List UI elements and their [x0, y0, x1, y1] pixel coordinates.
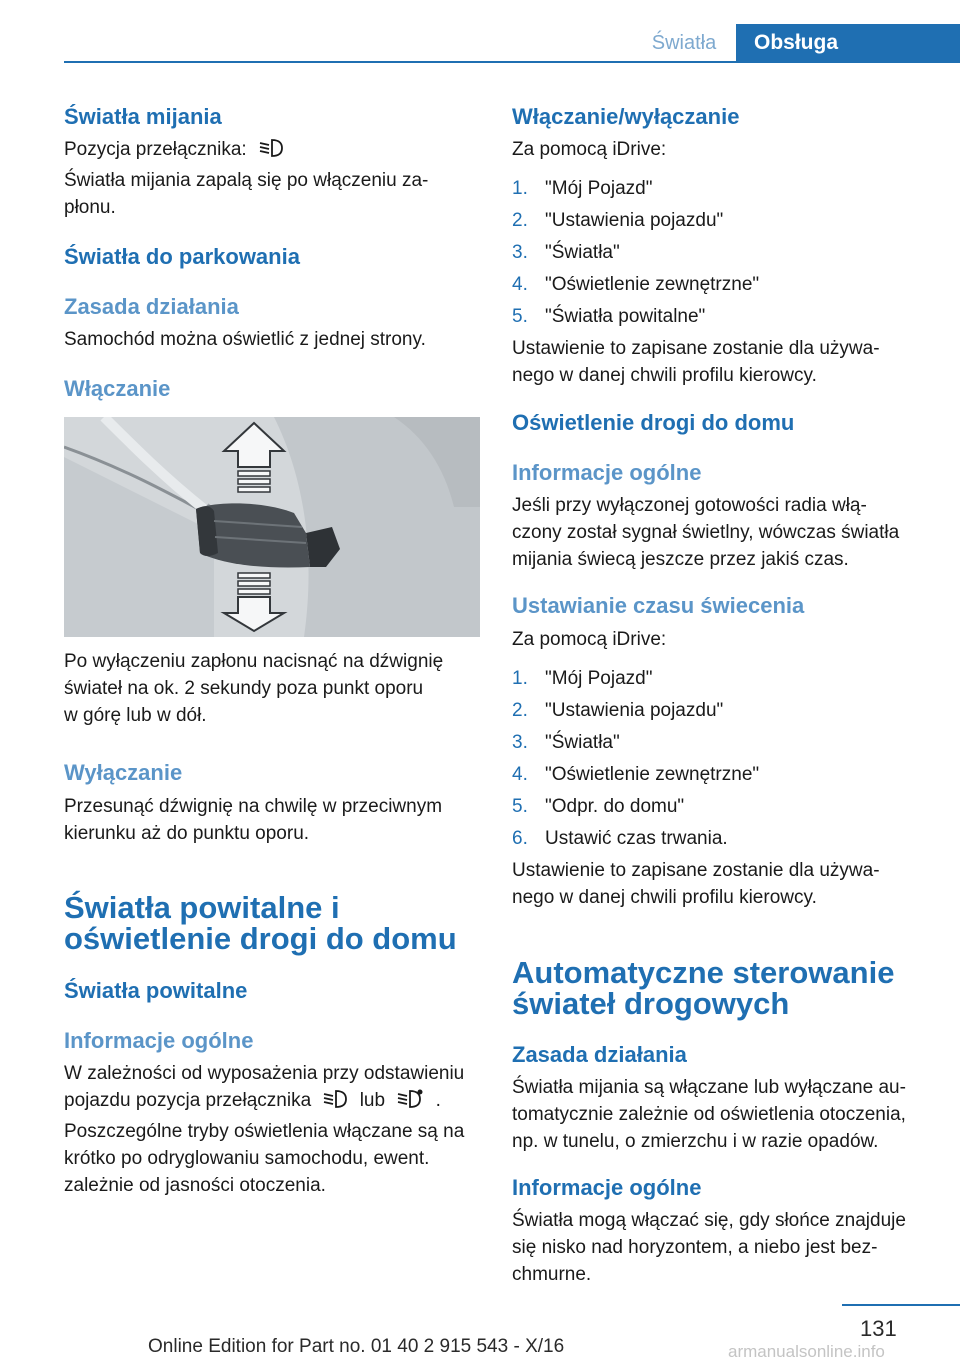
page-number: 131	[860, 1316, 897, 1341]
welcome-general-text-1: W zależności od wyposażenia przy odstawieniu	[64, 1063, 465, 1084]
header-section-label: Światła	[651, 31, 717, 54]
heading-home-general: Informacje ogólne	[512, 460, 702, 485]
parking-principle-text: Samochód można oświetlić z jednej strony.	[64, 329, 426, 350]
home-general-text-1: Jeśli przy wyłączonej gotowości radia włą‐	[512, 495, 867, 516]
auto-principle-text-3: np. w tunelu, o zmierzchu i w razie opadów.	[512, 1131, 879, 1152]
heading-dipped-beam: Światła mijania	[64, 104, 222, 129]
low-beam-icon	[322, 1089, 348, 1109]
list-item	[512, 303, 759, 335]
welcome-general-or: lub	[359, 1090, 386, 1111]
heading-welcome-big-1: Światła powitalne i	[64, 890, 340, 925]
step-text: Ustawić czas trwania.	[545, 828, 728, 849]
parking-on-text-3: w górę lub w dół.	[64, 705, 207, 726]
list-item	[512, 175, 759, 207]
onoff-saved-text-1: Ustawienie to zapisane zostanie dla używa‐	[512, 338, 880, 359]
welcome-modes-text-1: Poszczególne tryby oświetlenia włączane są na	[64, 1121, 465, 1142]
edition-line: Online Edition for Part no. 01 40 2 915 543 - X/16	[148, 1336, 565, 1357]
welcome-general-switch-label: pojazdu pozycja przełącznika	[64, 1090, 312, 1111]
low-beam-icon	[258, 138, 284, 158]
heading-parking-principle: Zasada działania	[64, 294, 239, 319]
list-item	[512, 825, 759, 857]
step-text: "Światła"	[545, 242, 620, 263]
home-saved-text-1: Ustawienie to zapisane zostanie dla używa‐	[512, 860, 880, 881]
heading-parking-on: Włączanie	[64, 376, 171, 401]
heading-welcome-big-2: oświetlenie drogi do domu	[64, 921, 457, 956]
welcome-general-end: .	[435, 1090, 441, 1111]
switch-position-line	[64, 136, 290, 163]
heading-auto-big-1: Automatyczne sterowanie	[512, 955, 895, 990]
heading-welcome-lights: Światła powitalne	[64, 978, 248, 1003]
home-via-idrive: Za pomocą iDrive:	[512, 629, 667, 650]
switch-position-label: Pozycja przełącznika:	[64, 139, 247, 160]
step-text: "Światła powitalne"	[545, 306, 706, 327]
light-lever-illustration	[64, 417, 480, 637]
auto-principle-text-2: tomatycznie zależnie od oświetlenia otoczenia,	[512, 1104, 906, 1125]
step-number: 2.	[512, 700, 528, 721]
welcome-general-text-2	[64, 1087, 441, 1114]
list-item	[512, 793, 759, 825]
heading-auto-general: Informacje ogólne	[512, 1175, 702, 1200]
step-number: 4.	[512, 764, 528, 785]
step-text: "Ustawienia pojazdu"	[545, 700, 724, 721]
parking-on-text-1: Po wyłączeniu zapłonu nacisnąć na dźwignię	[64, 651, 444, 672]
list-item	[512, 761, 759, 793]
auto-general-text-2: się nisko nad horyzontem, a niebo jest bez‐	[512, 1237, 878, 1258]
heading-auto-big-2: świateł drogowych	[512, 986, 790, 1021]
heading-parking-lights: Światła do parkowania	[64, 244, 300, 269]
footer-rule	[842, 1304, 960, 1306]
step-text: "Światła"	[545, 732, 620, 753]
list-item	[512, 665, 759, 697]
onoff-via-idrive: Za pomocą iDrive:	[512, 139, 667, 160]
heading-welcome-general: Informacje ogólne	[64, 1028, 254, 1053]
step-number: 4.	[512, 274, 528, 295]
list-item	[512, 271, 759, 303]
step-number: 5.	[512, 306, 528, 327]
list-item	[512, 697, 759, 729]
welcome-modes-text-2: krótko po odryglowaniu samochodu, ewent.	[64, 1148, 430, 1169]
home-general-text-2: czony został sygnał świetlny, wówczas światła	[512, 522, 900, 543]
auto-general-text-1: Światła mogą włączać się, gdy słońce znajduje	[512, 1210, 906, 1231]
list-item	[512, 729, 759, 761]
step-number: 6.	[512, 828, 528, 849]
home-saved-text-2: nego w danej chwili profilu kierowcy.	[512, 887, 817, 908]
parking-off-text-2: kierunku aż do punktu oporu.	[64, 823, 310, 844]
home-general-text-3: mijania świecą jeszcze przez jakiś czas.	[512, 549, 849, 570]
watermark: armanualsonline.info	[728, 1342, 885, 1361]
light-lever-drawing	[64, 417, 480, 637]
step-number: 3.	[512, 242, 528, 263]
step-text: "Odpr. do domu"	[545, 796, 685, 817]
parking-on-text-2: świateł na ok. 2 sekundy poza punkt oporu	[64, 678, 424, 699]
automatic-headlight-icon	[396, 1089, 424, 1109]
step-number: 2.	[512, 210, 528, 231]
heading-on-off: Włączanie/wyłączanie	[512, 104, 740, 129]
onoff-saved-text-2: nego w danej chwili profilu kierowcy.	[512, 365, 817, 386]
heading-home-time: Ustawianie czasu świecenia	[512, 593, 805, 618]
step-number: 3.	[512, 732, 528, 753]
step-text: "Oświetlenie zewnętrzne"	[545, 274, 760, 295]
list-item	[512, 207, 759, 239]
step-text: "Mój Pojazd"	[545, 668, 653, 689]
home-steps-list	[512, 665, 759, 857]
step-number: 1.	[512, 178, 528, 199]
heading-home-lights: Oświetlenie drogi do domu	[512, 410, 795, 435]
header-chapter-tab: Obsługa	[736, 24, 960, 62]
heading-parking-off: Wyłączanie	[64, 760, 183, 785]
dipped-text-1: Światła mijania zapalą się po włączeniu za‐	[64, 170, 429, 191]
step-text: "Ustawienia pojazdu"	[545, 210, 724, 231]
step-text: "Mój Pojazd"	[545, 178, 653, 199]
step-number: 5.	[512, 796, 528, 817]
parking-off-text-1: Przesunąć dźwignię na chwilę w przeciwnym	[64, 796, 443, 817]
welcome-modes-text-3: zależnie od jasności otoczenia.	[64, 1175, 326, 1196]
auto-principle-text-1: Światła mijania są włączane lub wyłączane au‐	[512, 1077, 906, 1098]
heading-auto-principle: Zasada działania	[512, 1042, 687, 1067]
onoff-steps-list	[512, 175, 759, 335]
dipped-text-2: płonu.	[64, 197, 116, 218]
step-text: "Oświetlenie zewnętrzne"	[545, 764, 760, 785]
list-item	[512, 239, 759, 271]
auto-general-text-3: chmurne.	[512, 1264, 592, 1285]
step-number: 1.	[512, 668, 528, 689]
